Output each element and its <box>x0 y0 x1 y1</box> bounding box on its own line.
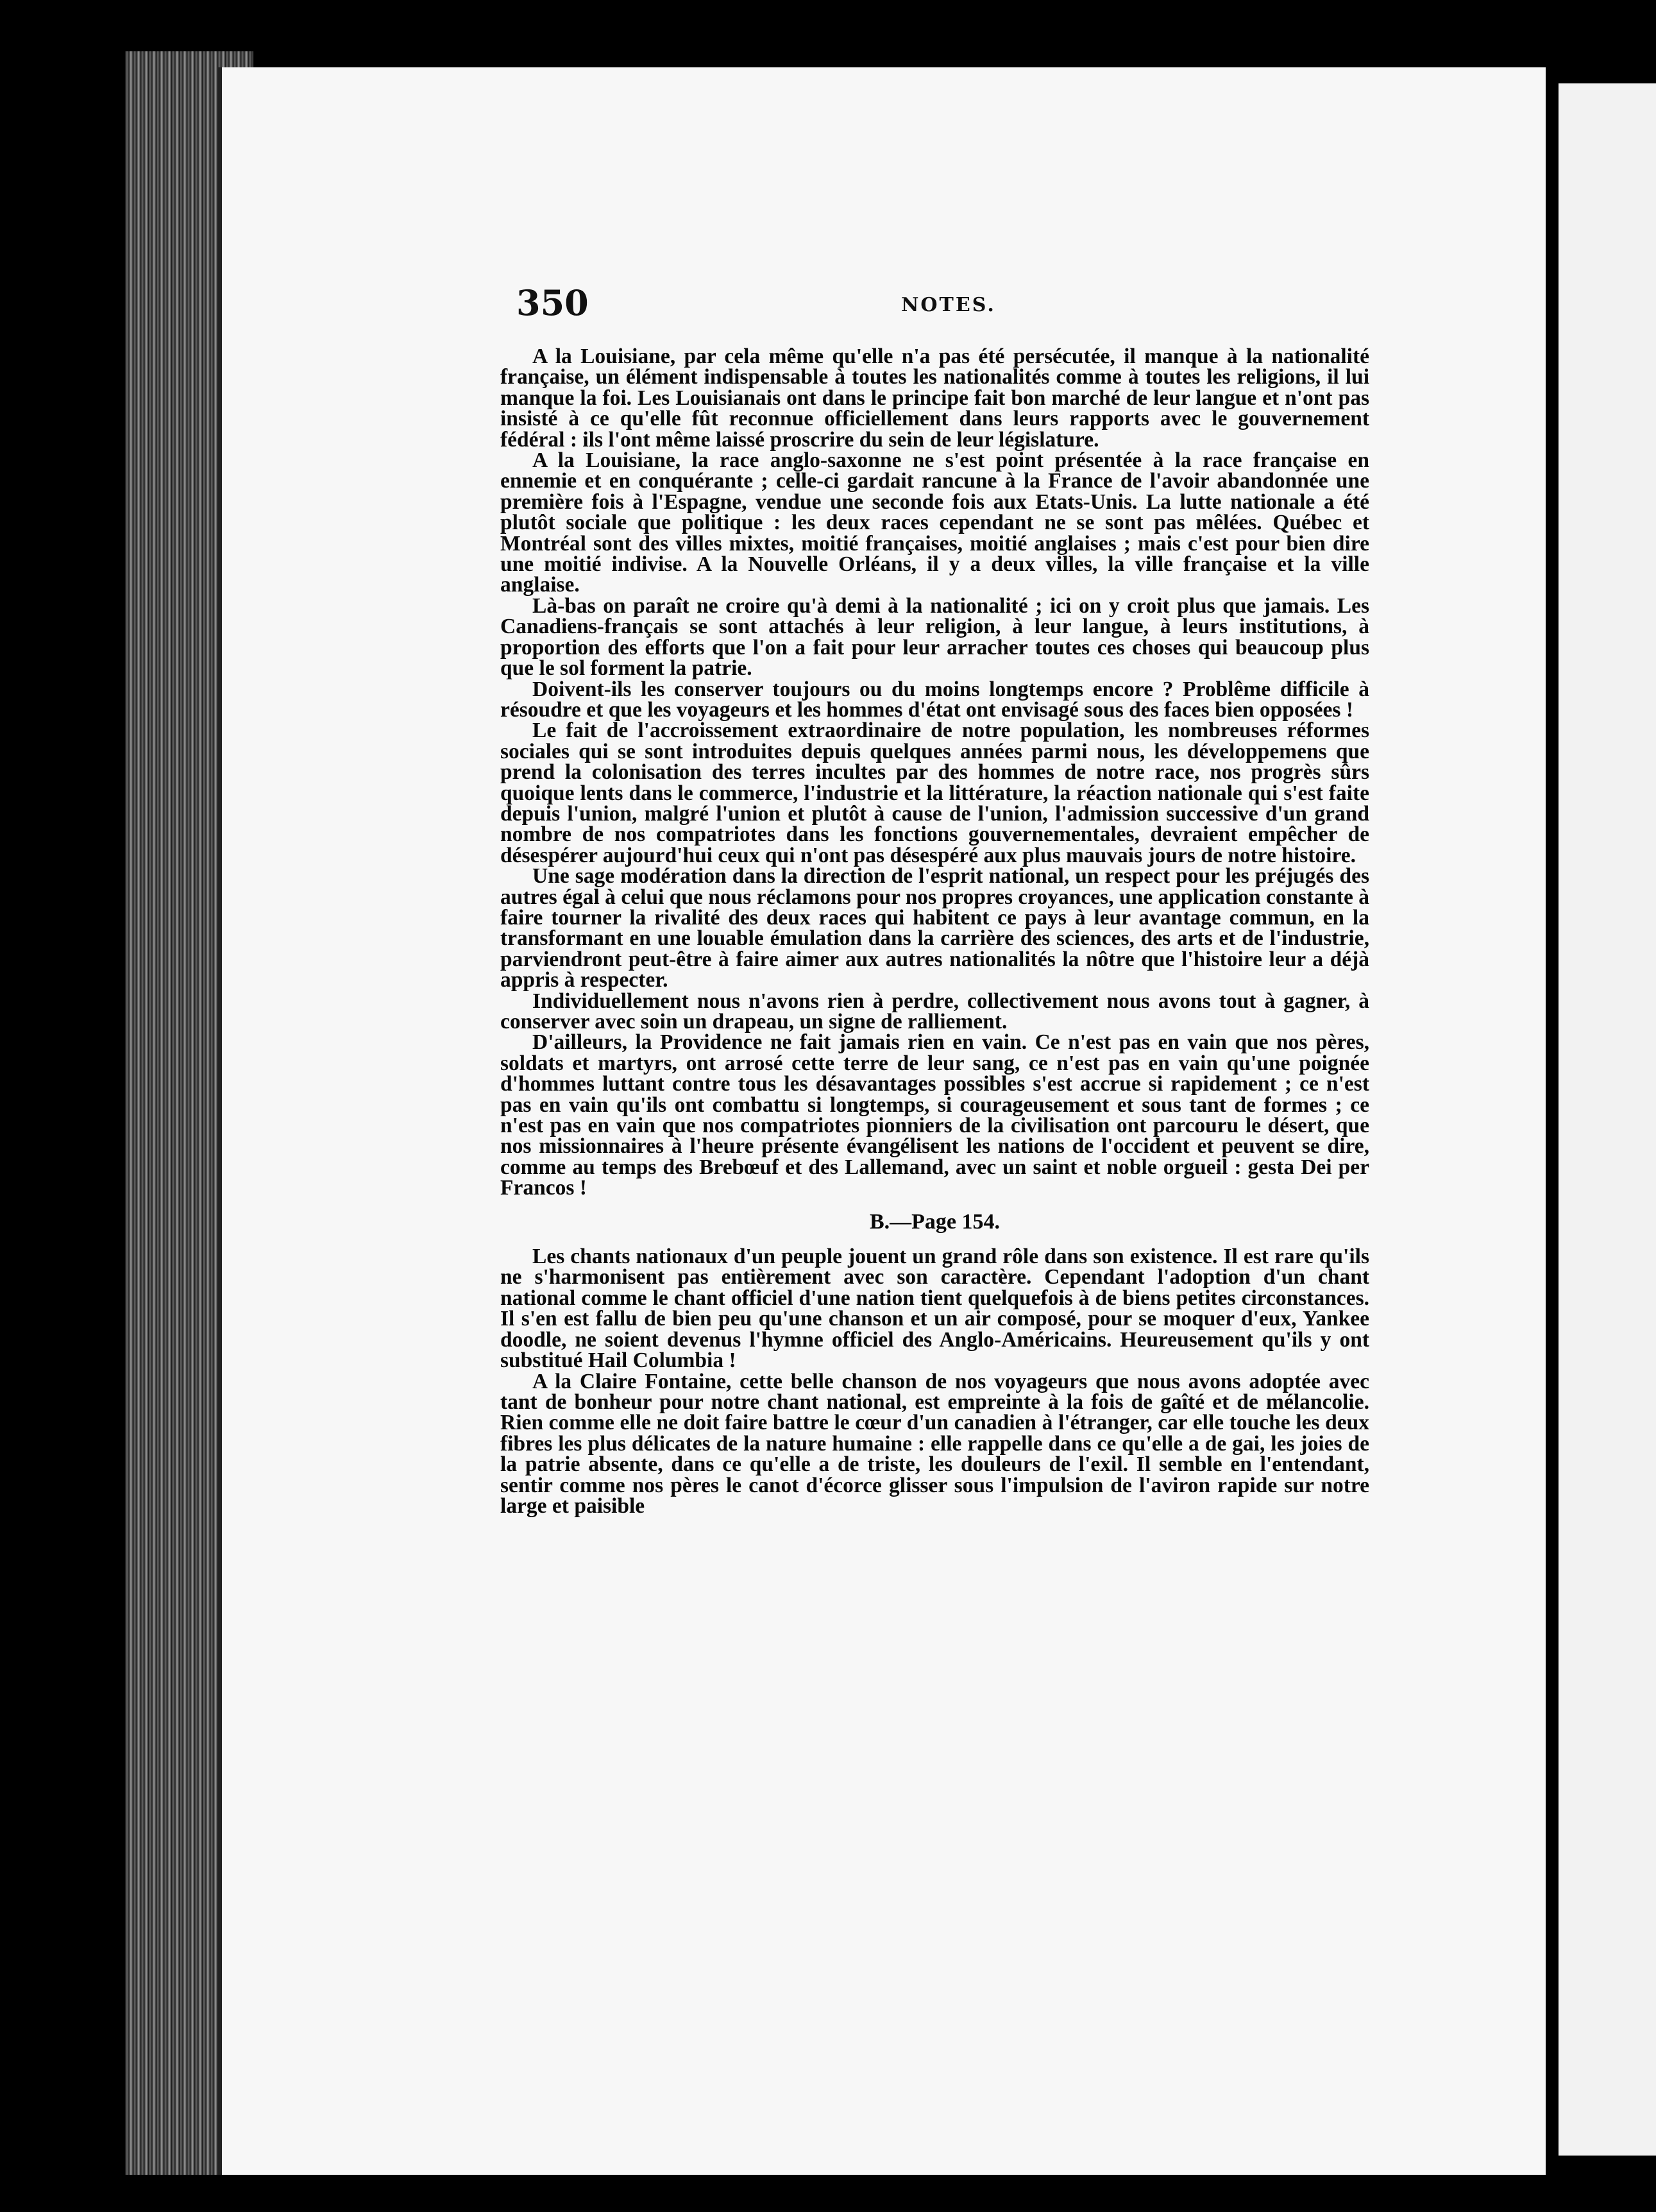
body-text <box>500 346 1369 1517</box>
paragraph: Une sage modération dans la direction de l'esprit national, un respect pour les préjugés des autres égal à celui que nous réclamons pour nos propres croyances, une application constante à faire tourner la rivalité des deux races qui habitent ce pays à leur avantage commun, en la transformant en une louable émulation dans la carrière des sciences, des arts et de l'industrie, parviendront peut-être à faire aimer aux autres nationalités la nôtre que l'histoire leur a déjà appris à respecter. <box>500 864 1369 992</box>
section-heading: B.—Page 154. <box>869 1209 1001 1234</box>
adjacent-page-edge <box>1559 83 1656 2156</box>
paragraph: Doivent-ils les conserver toujours ou du moins longtemps encore ? Problême difficile à résoudre et que les voyageurs et les hommes d'état ont envisagé sous des faces bien opposées ! <box>500 677 1369 722</box>
paragraph: A la Claire Fontaine, cette belle chanson de nos voyageurs que nous avons adoptée avec tant de bonheur pour notre chant national, est empreinte à la fois de gaîté et de mélancolie. Rien comme elle ne doit faire battre le cœur d'un canadien à l'étranger, car elle touche les deux fibres les plus délicates de la nature humaine : elle rappelle dans ce qu'elle a de gai, les joies de la patrie absente, dans ce qu'elle a de triste, les douleurs de l'exil. Il semble en l'entendant, sentir comme nos pères le canot d'écorce glisser sous l'impulsion de l'aviron rapide sur notre large et paisible <box>500 1369 1369 1518</box>
paragraph: Là-bas on paraît ne croire qu'à demi à la nationalité ; ici on y croit plus que jamais. Les Canadiens-français se sont attachés à leur religion, à leur langue, à leurs institutions, à proportion des efforts que l'on a fait pour leur arracher toutes ces choses qui beaucoup plus que le sol forment la patrie. <box>500 593 1369 681</box>
running-head: NOTES. <box>901 294 996 316</box>
paragraph: Les chants nationaux d'un peuple jouent un grand rôle dans son existence. Il est rare qu'ils ne s'harmonisent pas entièrement avec son caractère. Cependant l'adoption d'un chant national comme le chant officiel d'une nation tient quelquefois à de biens petites circonstances. Il s'en est fallu de bien peu qu'une chanson et un air composé, pour se moquer d'eux, Yankee doodle, ne soient devenus l'hymne officiel des Anglo-Américains. Heureusement qu'ils y ont substitué Hail Columbia ! <box>500 1245 1369 1373</box>
paragraph: D'ailleurs, la Providence ne fait jamais rien en vain. Ce n'est pas en vain que nos pères, soldats et martyrs, ont arrosé cette terre de leur sang, ce n'est pas en vain qu'une poignée d'hommes luttant contre tous les désavantages possibles s'est accrue si rapidement ; ce n'est pas en vain qu'ils ont combattu si longtemps, si courageusement et sous tant de formes ; ce n'est pas en vain que nos compatriotes pionniers de la civilisation ont parcouru le désert, que nos missionnaires à l'heure présente évangélisent les nations de l'occident et peuvent se dire, comme au temps des Brebœuf et des Lallemand, avec un saint et noble orgueil : gesta Dei per Francos ! <box>500 1030 1369 1200</box>
paragraph: Le fait de l'accroissement extraordinaire de notre population, les nombreuses réformes sociales qui se sont introduites depuis quelques années parmi nous, les développemens que prend la colonisation des terres incultes par des hommes de notre race, nos progrès sûrs quoique lents dans le commerce, l'industrie et la littérature, la réaction nationale qui s'est faite depuis l'union, malgré l'union et plutôt à cause de l'union, l'admission successive d'un grand nombre de nos compatriotes dans les fonctions gouvernementales, devraient empêcher de désespérer aujourd'hui ceux qui n'ont pas désespéré aux plus mauvais jours de notre histoire. <box>500 719 1369 867</box>
page-number: 350 <box>516 282 589 323</box>
paragraph: Individuellement nous n'avons rien à perdre, collectivement nous avons tout à gagner, à conserver avec soin un drapeau, un signe de ralliement. <box>500 989 1369 1034</box>
paragraph: A la Louisiane, par cela même qu'elle n'a pas été persécutée, il manque à la nationalité française, un élément indispensable à toutes les nationalités comme à toutes les religions, il lui manque la foi. Les Louisianais ont dans le principe fait bon marché de leur langue et n'ont pas insisté à ce qu'elle fût reconnue officiellement dans leurs rapports avec le gouvernement fédéral : ils l'ont même laissé proscrire du sein de leur législature. <box>500 345 1369 452</box>
paragraph: A la Louisiane, la race anglo-saxonne ne s'est point présentée à la race française en ennemie et en conquérante ; celle-ci gardait rancune à la France de l'avoir abandonnée une première fois à l'Espagne, vendue une seconde fois aux Etats-Unis. La lutte nationale a été plutôt sociale que politique : les deux races cependant ne se sont pas mêlées. Québec et Montréal sont des villes mixtes, moitié françaises, moitié anglaises ; mais c'est pour bien dire une moitié indivise. A la Nouvelle Orléans, il y a deux villes, la ville française et la ville anglaise. <box>500 448 1369 597</box>
page-header <box>516 282 1366 327</box>
